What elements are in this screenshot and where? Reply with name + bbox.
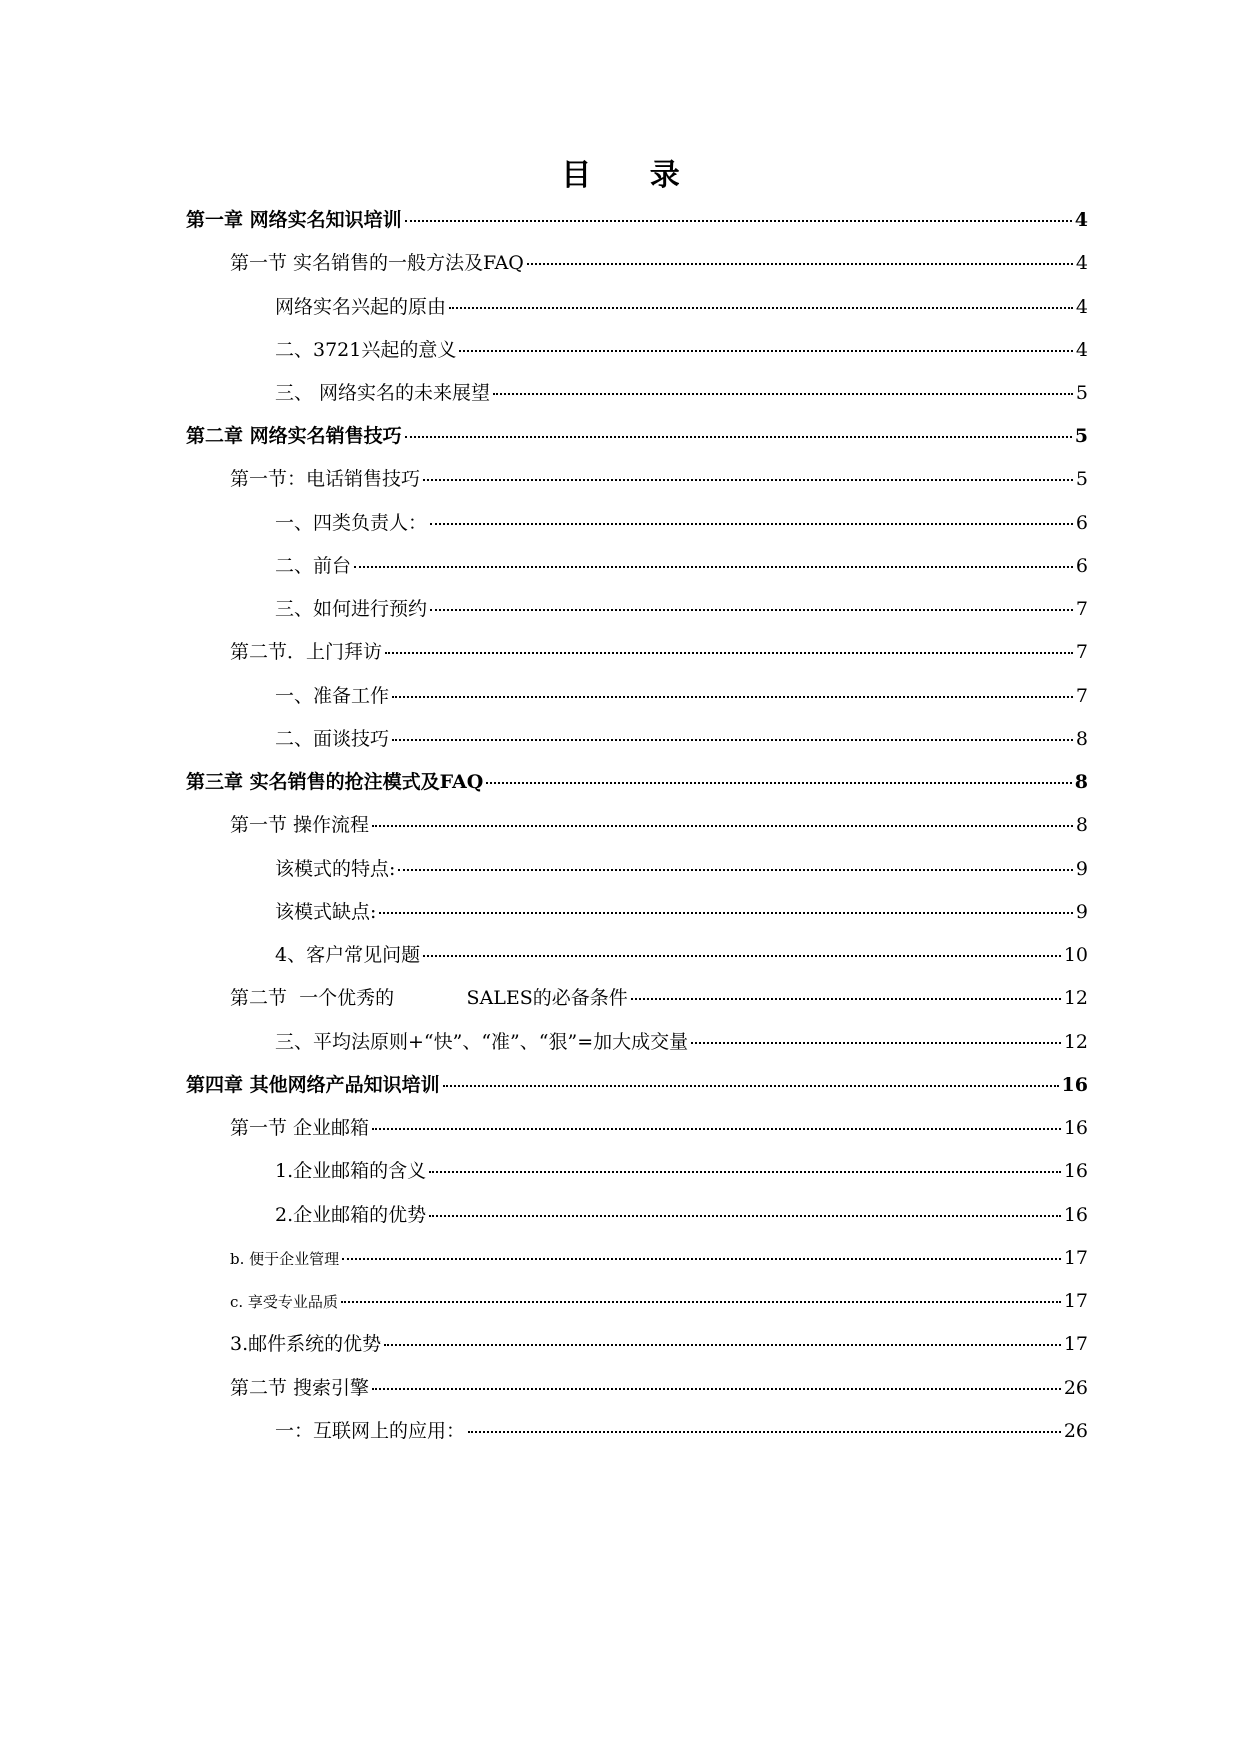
toc-entry-label: 一、准备工作: [275, 685, 390, 707]
toc-page-number: 7: [1075, 685, 1088, 707]
toc-page-number: 16: [1063, 1117, 1088, 1139]
toc-entry-label: 第二节 一个优秀的 SALES的必备条件: [230, 987, 628, 1009]
toc-entry-subsection[interactable]: [275, 1022, 1088, 1062]
dot-leader: [372, 1388, 1061, 1390]
dot-leader: [423, 479, 1073, 481]
toc-page-number: 16: [1061, 1074, 1088, 1096]
toc-entry-section[interactable]: [230, 243, 1088, 283]
toc-page-number: 8: [1075, 728, 1088, 750]
toc-entry-subsection[interactable]: [275, 373, 1088, 413]
toc-page-number: 5: [1075, 468, 1088, 490]
dot-leader: [527, 263, 1073, 265]
toc-entry-chapter[interactable]: [186, 762, 1088, 802]
dot-leader: [486, 782, 1071, 784]
toc-entry-label: 二、3721兴起的意义: [275, 339, 457, 361]
toc-entry-subsection[interactable]: [275, 1151, 1088, 1191]
toc-page-number: 26: [1063, 1377, 1088, 1399]
toc-page-number: 17: [1063, 1247, 1088, 1269]
toc-page-number: 10: [1063, 944, 1088, 966]
toc-entry-label: 第二节．上门拜访: [230, 641, 383, 663]
toc-title: 目 录: [561, 158, 704, 193]
toc-page-number: 4: [1075, 296, 1088, 318]
toc-entry-label: 三、 网络实名的未来展望: [275, 382, 491, 404]
toc-entry-label: 2.企业邮箱的优势: [275, 1204, 427, 1226]
toc-entry-subsection[interactable]: [275, 546, 1088, 586]
toc-page-number: 9: [1075, 901, 1088, 923]
toc-entry-section[interactable]: [230, 459, 1088, 499]
toc-entry-label: 一、四类负责人：: [275, 512, 428, 534]
toc-entry-label: 第一节：电话销售技巧: [230, 468, 421, 490]
toc-page-number: 12: [1063, 1031, 1088, 1053]
dot-leader: [430, 523, 1073, 525]
toc-entry-section[interactable]: [230, 1368, 1088, 1408]
dot-leader: [379, 912, 1073, 914]
toc-entry-label: 4、客户常见问题: [275, 944, 421, 966]
toc-page-number: 6: [1075, 555, 1088, 577]
dot-leader: [392, 696, 1073, 698]
toc-entry-section[interactable]: [230, 805, 1088, 845]
dot-leader: [459, 350, 1073, 352]
dot-leader: [405, 220, 1072, 222]
toc-entry-subsection[interactable]: [275, 935, 1088, 975]
toc-page-number: 5: [1075, 382, 1088, 404]
toc-page-number: 4: [1075, 252, 1088, 274]
toc-entry-subsection[interactable]: [275, 287, 1088, 327]
toc-entry-subsection[interactable]: [230, 1238, 1088, 1278]
toc-entry-chapter[interactable]: [186, 200, 1088, 240]
toc-entry-subsection[interactable]: [275, 719, 1088, 759]
toc-page-number: 4: [1075, 339, 1088, 361]
toc-entry-subsection[interactable]: [275, 892, 1088, 932]
toc-entry-subsection[interactable]: [230, 1281, 1088, 1321]
toc-page-number: 4: [1074, 209, 1088, 231]
toc-page-number: 6: [1075, 512, 1088, 534]
dot-leader: [429, 1171, 1061, 1173]
toc-entry-label: 第二章 网络实名销售技巧: [186, 425, 402, 447]
toc-entry-label: 该模式缺点:: [275, 901, 377, 923]
dot-leader: [423, 955, 1061, 957]
dot-leader: [372, 825, 1073, 827]
toc-entry-label: 第二节 搜索引擎: [230, 1377, 370, 1399]
dot-leader: [398, 869, 1073, 871]
toc-entry-subsection[interactable]: [275, 676, 1088, 716]
dot-leader: [341, 1301, 1061, 1303]
toc-entry-label: 第四章 其他网络产品知识培训: [186, 1074, 440, 1096]
dot-leader: [443, 1085, 1059, 1087]
toc-entry-section[interactable]: [230, 1108, 1088, 1148]
dot-leader: [405, 436, 1072, 438]
toc-page-number: 5: [1074, 425, 1088, 447]
dot-leader: [631, 998, 1061, 1000]
toc-page-number: 17: [1063, 1290, 1088, 1312]
toc-page-number: 17: [1063, 1333, 1088, 1355]
toc-entry-chapter[interactable]: [186, 1065, 1088, 1105]
toc-page-number: 9: [1075, 858, 1088, 880]
dot-leader: [372, 1128, 1061, 1130]
toc-page-number: 8: [1074, 771, 1088, 793]
dot-leader: [429, 1215, 1061, 1217]
toc-page-number: 26: [1063, 1420, 1088, 1442]
toc-entry-section[interactable]: [230, 632, 1088, 672]
toc-entry-label: c. 享受专业品质: [230, 1293, 338, 1311]
toc-entry-label: 第三章 实名销售的抢注模式及FAQ: [186, 771, 484, 793]
toc-entry-subsection[interactable]: [275, 849, 1088, 889]
toc-entry-label: 3.邮件系统的优势: [230, 1333, 382, 1355]
dot-leader: [354, 566, 1073, 568]
dot-leader: [449, 307, 1073, 309]
toc-entry-label: 三、平均法原则+“快”、“准”、“狠”=加大成交量: [275, 1031, 689, 1053]
toc-page-number: 7: [1075, 641, 1088, 663]
dot-leader: [384, 1344, 1061, 1346]
dot-leader: [430, 609, 1073, 611]
toc-entry-label: 第一节 操作流程: [230, 814, 370, 836]
dot-leader: [468, 1431, 1061, 1433]
toc-entry-label: 三、如何进行预约: [275, 598, 428, 620]
toc-page-number: 8: [1075, 814, 1088, 836]
toc-entry-label: b. 便于企业管理: [230, 1250, 340, 1268]
toc-entry-label: 第一节 实名销售的一般方法及FAQ: [230, 252, 524, 274]
dot-leader: [691, 1042, 1061, 1044]
toc-entry-label: 一：互联网上的应用：: [275, 1420, 466, 1442]
toc-entry-section[interactable]: [230, 978, 1088, 1018]
dot-leader: [342, 1258, 1061, 1260]
toc-entry-subsection[interactable]: [275, 1411, 1088, 1451]
toc-page-number: 16: [1063, 1204, 1088, 1226]
dot-leader: [392, 739, 1073, 741]
toc-entry-subsection[interactable]: [275, 1195, 1088, 1235]
toc-entry-subsection[interactable]: [275, 503, 1088, 543]
toc-page-number: 12: [1063, 987, 1088, 1009]
dot-leader: [493, 393, 1073, 395]
toc-entry-label: 1.企业邮箱的含义: [275, 1160, 427, 1182]
toc-entry-subsection[interactable]: [230, 1324, 1088, 1364]
toc-entry-label: 该模式的特点:: [275, 858, 396, 880]
toc-entry-label: 二、面谈技巧: [275, 728, 390, 750]
toc-entry-chapter[interactable]: [186, 416, 1088, 456]
toc-entry-label: 二、前台: [275, 555, 352, 577]
toc-page-number: 7: [1075, 598, 1088, 620]
toc-entry-label: 第一章 网络实名知识培训: [186, 209, 402, 231]
toc-entry-subsection[interactable]: [275, 589, 1088, 629]
dot-leader: [385, 652, 1073, 654]
toc-entry-label: 网络实名兴起的原由: [275, 296, 447, 318]
toc-entry-subsection[interactable]: [275, 330, 1088, 370]
toc-page-number: 16: [1063, 1160, 1088, 1182]
toc-entry-label: 第一节 企业邮箱: [230, 1117, 370, 1139]
